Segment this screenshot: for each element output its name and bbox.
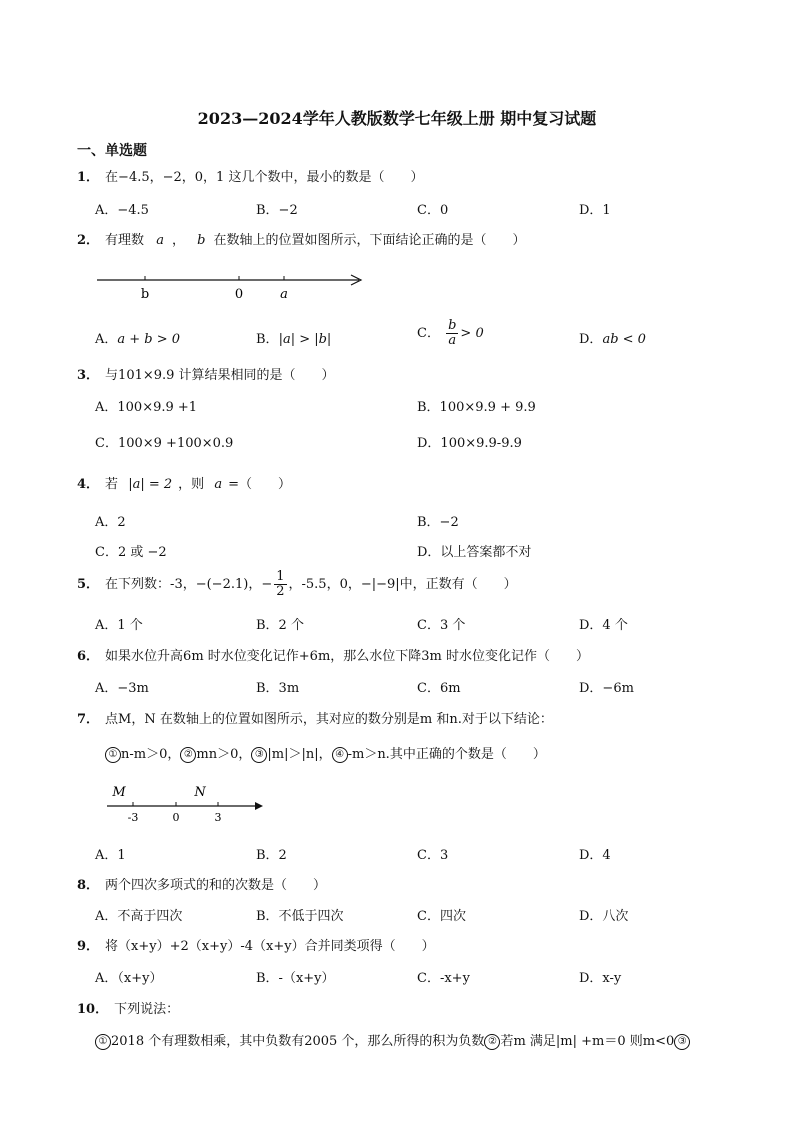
option-d (579, 328, 646, 347)
option-math: a + b > 0 (117, 332, 181, 347)
question-text-pre: 若 (105, 477, 119, 492)
statement-1: 2018 个有理数相乘，其中负数有2005 个，那么所得的积为负数 (111, 1034, 485, 1049)
question-number: 2． (77, 233, 100, 248)
conclusion-2: mn＞0， (196, 747, 252, 762)
question-text-post: ，-5.5，0，−|−9|中，正数有（ ） (288, 577, 517, 592)
fraction-denominator: a (448, 333, 457, 348)
option-a: A．1 个 (95, 618, 143, 633)
option-b: B．-（x+y） (256, 971, 335, 986)
option-a: A．2 (95, 515, 126, 530)
question-text: 下列说法： (114, 1002, 180, 1017)
absolute-value-expression: |a| = 2 (128, 477, 173, 492)
label-a: a (280, 287, 288, 302)
fraction-b-over-a (446, 319, 458, 348)
option-c: C．6m (417, 681, 461, 696)
fraction-denominator: 2 (276, 584, 285, 599)
question-text: 两个四次多项式的和的次数是（ ） (105, 878, 327, 893)
question-6 (77, 645, 589, 664)
option-d: D．八次 (579, 909, 629, 924)
question-text-pre: 在下列数：-3，−(−2.1)，− (105, 577, 273, 592)
statement-2: 若m 满足|m| +m＝0 则m<0 (500, 1034, 675, 1049)
option-b: B．2 个 (256, 618, 304, 633)
question-10-statements (95, 1030, 690, 1050)
question-3 (77, 364, 335, 383)
question-number: 4． (77, 477, 100, 492)
option-c: C．100×9 +100×0.9 (95, 436, 234, 451)
page-title: 2023—2024学年人教版数学七年级上册 期中复习试题 (197, 109, 597, 128)
option-d: D．4 个 (579, 618, 628, 633)
circled-number-1: ① (105, 747, 121, 763)
option-a: A．−3m (95, 681, 149, 696)
question-number: 3． (77, 368, 100, 383)
question-7 (77, 708, 553, 727)
label-3: 3 (214, 811, 222, 824)
circled-number-3: ③ (251, 747, 267, 763)
section-heading: 一、单选题 (77, 143, 147, 159)
conclusion-4: -m＞n.其中正确的个数是（ ） (347, 747, 546, 762)
option-c (417, 319, 484, 348)
mn-number-line-figure (105, 782, 270, 824)
option-math: |a| > |b| (278, 332, 332, 347)
option-d: D．−6m (579, 681, 634, 696)
question-number: 10． (77, 1002, 109, 1017)
option-math: > 0 (460, 326, 484, 341)
circled-number-1: ① (95, 1034, 111, 1050)
option-a: A．100×9.9 +1 (95, 400, 198, 415)
question-number: 7． (77, 712, 100, 727)
option-d: D．100×9.9-9.9 (417, 436, 522, 451)
question-8 (77, 874, 326, 893)
question-text: 将（x+y）+2（x+y）-4（x+y）合并同类项得（ ） (105, 939, 435, 954)
question-text: 与101×9.9 计算结果相同的是（ ） (105, 368, 335, 383)
question-number: 8． (77, 878, 100, 893)
question-2 (77, 229, 525, 248)
fraction-numerator: b (448, 318, 457, 333)
label-b: b (140, 287, 150, 302)
circled-number-3: ③ (674, 1034, 690, 1050)
option-letter: C． (417, 326, 440, 341)
variable-a: a (156, 233, 164, 248)
option-d: D．以上答案都不对 (417, 545, 532, 560)
question-9 (77, 935, 435, 954)
option-c: C．四次 (417, 909, 466, 924)
circled-number-4: ④ (332, 747, 348, 763)
question-text-mid: ，则 (178, 477, 205, 492)
variable-a: a (214, 477, 223, 492)
label-m: M (112, 785, 126, 800)
option-c: C．3 (417, 848, 449, 863)
option-a (95, 328, 180, 347)
question-1 (77, 166, 423, 185)
question-10 (77, 998, 179, 1017)
question-text: 如果水位升高6m 时水位变化记作+6m，那么水位下降3m 时水位变化记作（ ） (105, 649, 589, 664)
option-b: B．2 (256, 848, 287, 863)
question-7-conclusions (105, 743, 546, 763)
variable-b: b (197, 233, 206, 248)
fraction-one-half (274, 570, 286, 599)
option-a: A．−4.5 (95, 203, 149, 218)
question-text: 点M，N 在数轴上的位置如图所示，其对应的数分别是m 和n.对于以下结论： (105, 712, 553, 727)
question-5 (77, 570, 517, 599)
option-b: B．−2 (417, 515, 459, 530)
option-a: A．1 (95, 848, 126, 863)
option-b (256, 328, 331, 347)
question-number: 5． (77, 577, 100, 592)
question-text-post: =（ ） (228, 477, 291, 492)
option-d: D．4 (579, 848, 611, 863)
circled-number-2: ② (484, 1034, 500, 1050)
question-text: 在−4.5，−2，0，1 这几个数中，最小的数是（ ） (105, 170, 424, 185)
conclusion-3: |m|＞|n|， (267, 747, 332, 762)
option-b: B．不低于四次 (256, 909, 344, 924)
option-c: C．0 (417, 203, 449, 218)
question-number: 9． (77, 939, 100, 954)
label-0: 0 (172, 811, 180, 824)
question-number: 6． (77, 649, 100, 664)
question-text-post: 在数轴上的位置如图所示，下面结论正确的是（ ） (213, 233, 526, 248)
question-4 (77, 473, 291, 492)
option-b: B．−2 (256, 203, 298, 218)
label-neg3: -3 (127, 811, 139, 824)
option-a: A．不高于四次 (95, 909, 183, 924)
circled-number-2: ② (180, 747, 196, 763)
fraction-numerator: 1 (276, 569, 285, 584)
question-text-pre: 有理数 (105, 233, 145, 248)
option-math: ab < 0 (602, 332, 646, 347)
conclusion-1: n-m＞0， (121, 747, 181, 762)
number-line-figure (95, 268, 370, 304)
question-number: 1． (77, 170, 100, 185)
option-a: A．（x+y） (95, 971, 163, 986)
option-letter: D． (579, 332, 603, 347)
option-c: C．2 或 −2 (95, 545, 167, 560)
option-c: C．-x+y (417, 971, 470, 986)
option-d: D．x-y (579, 971, 622, 986)
option-b: B．100×9.9 + 9.9 (417, 400, 536, 415)
label-n: N (194, 785, 206, 800)
label-0: 0 (234, 287, 244, 302)
option-letter: B． (256, 332, 279, 347)
option-c: C．3 个 (417, 618, 466, 633)
axis-arrow (255, 802, 263, 810)
option-letter: A． (95, 332, 118, 347)
option-d: D．1 (579, 203, 611, 218)
separator: ， (171, 233, 185, 248)
option-b: B．3m (256, 681, 300, 696)
